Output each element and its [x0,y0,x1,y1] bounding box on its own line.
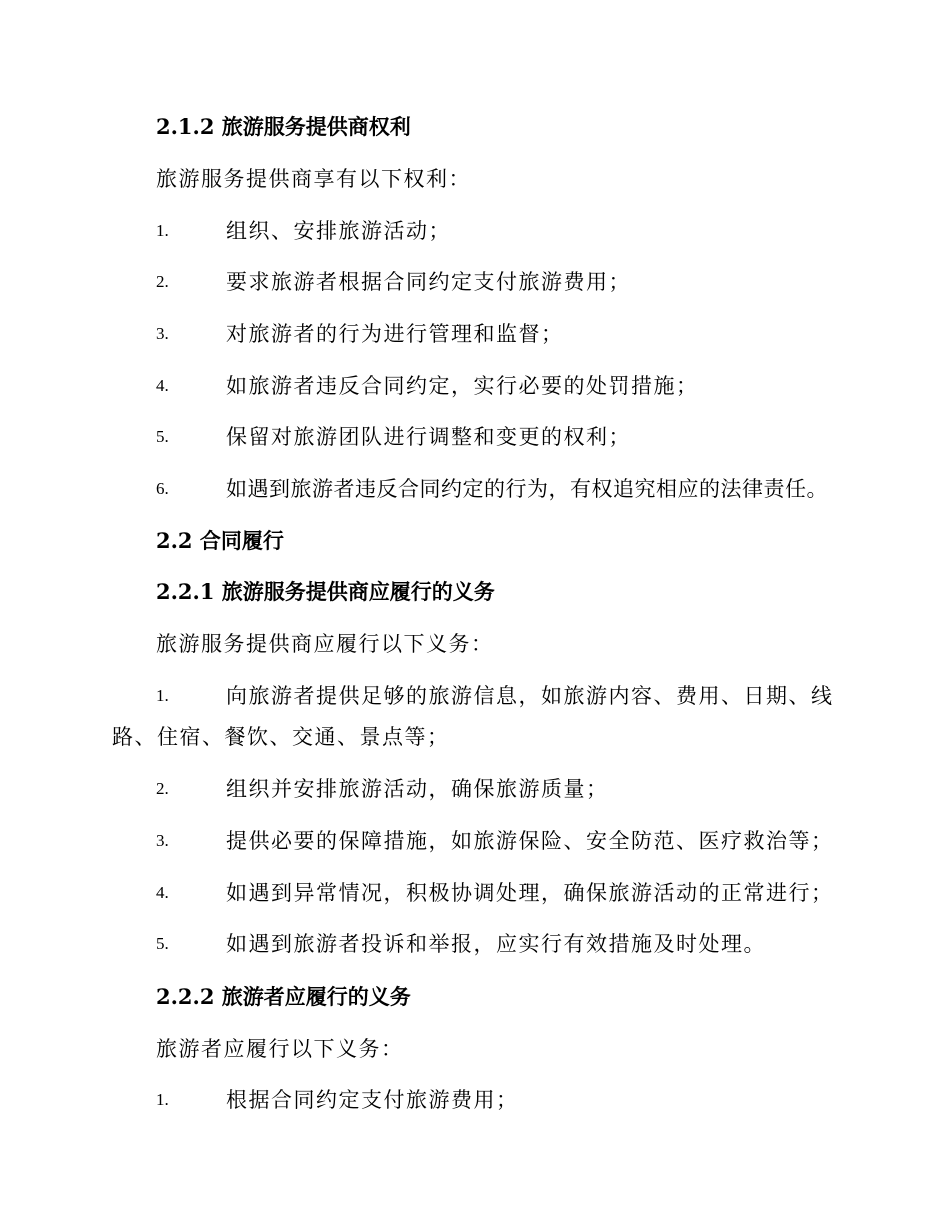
list-number: 3. [156,831,169,850]
list-text: 组织、安排旅游活动； [226,219,451,243]
list-text: 根据合同约定支付旅游费用； [226,1088,519,1112]
list-number: 1. [156,686,169,705]
list-text: 如旅游者违反合同约定，实行必要的处罚措施； [226,374,699,398]
section-intro-2-2-2: 旅游者应履行以下义务： [156,1037,404,1061]
list-text: 如遇到旅游者投诉和举报，应实行有效措施及时处理。 [226,932,766,956]
list-text: 向旅游者提供足够的旅游信息，如旅游内容、费用、日期、线 [226,684,834,708]
list-text: 保留对旅游团队进行调整和变更的权利； [226,425,631,449]
list-number: 5. [156,427,169,446]
list-number: 4. [156,376,169,395]
list-number: 3. [156,324,169,343]
section-heading-2-2-2: 2.2.2 旅游者应履行的义务 [156,984,411,1009]
list-text: 要求旅游者根据合同约定支付旅游费用； [226,270,631,294]
list-number: 5. [156,934,169,953]
list-number: 6. [156,479,169,498]
list-text: 如遇到旅游者违反合同约定的行为，有权追究相应的法律责任。 [226,477,828,501]
list-number: 1. [156,1090,169,1109]
list-text: 如遇到异常情况，积极协调处理，确保旅游活动的正常进行； [226,881,834,905]
list-number: 2. [156,272,169,291]
section-heading-2-1-2: 2.1.2 旅游服务提供商权利 [156,114,411,139]
list-number: 2. [156,779,169,798]
section-intro-2-1-2: 旅游服务提供商享有以下权利： [156,167,471,191]
list-text: 组织并安排旅游活动，确保旅游质量； [226,777,609,801]
list-text: 对旅游者的行为进行管理和监督； [226,322,564,346]
list-text: 提供必要的保障措施，如旅游保险、安全防范、医疗救治等； [226,829,834,853]
section-heading-2-2: 2.2 合同履行 [156,528,284,553]
list-number: 1. [156,221,169,240]
list-text-continuation: 路、住宿、餐饮、交通、景点等； [112,725,450,749]
section-heading-2-2-1: 2.2.1 旅游服务提供商应履行的义务 [156,579,495,604]
list-number: 4. [156,883,169,902]
section-intro-2-2-1: 旅游服务提供商应履行以下义务： [156,632,494,656]
